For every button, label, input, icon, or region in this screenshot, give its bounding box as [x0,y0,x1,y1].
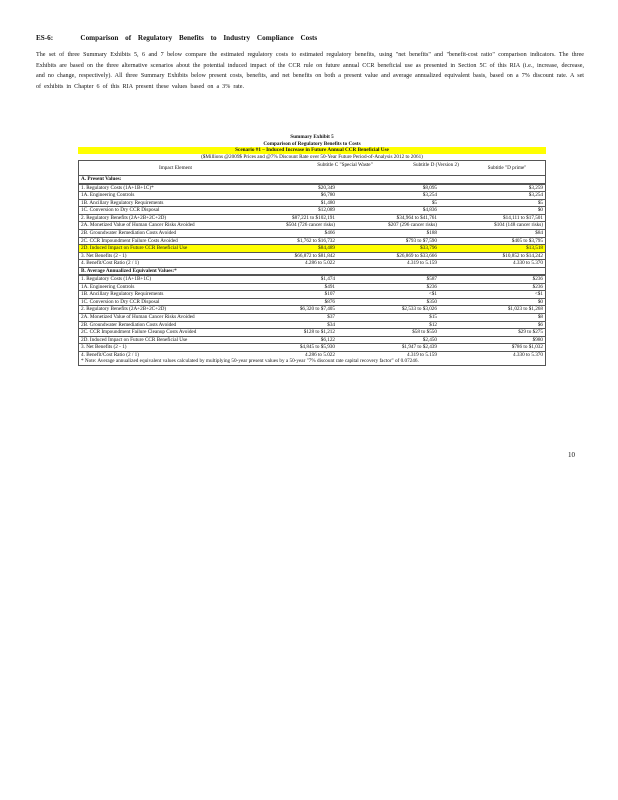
value-subtitle-d-prime: $5 [537,199,543,206]
row-label: 1A. Engineering Controls [81,283,135,290]
table-row [79,229,545,237]
table-row [79,343,545,351]
value-subtitle-c: $34 [327,321,335,328]
value-subtitle-d-prime: $8 [537,314,543,321]
table-row [79,259,545,267]
table-row [79,298,545,306]
table-title: Summary Exhibit 5 [290,134,334,140]
value-subtitle-c: $504 (726 cancer risks) [286,222,335,229]
value-subtitle-c: $6,122 [320,336,335,343]
section-b-header: B. Average Annualized Equivalent Values:* [79,267,545,276]
table-row [79,283,545,291]
table-row [79,321,545,329]
row-label: 2B. Groundwater Remediation Costs Avoided [81,230,177,237]
table-row [79,290,545,298]
value-subtitle-d-prime: $13,518 [526,245,543,252]
value-subtitle-d: $15 [429,314,437,321]
value-subtitle-d: <$1 [428,291,437,298]
table-row [79,244,545,252]
value-subtitle-c: $6,320 to $7,405 [299,306,335,313]
row-label: 2B. Groundwater Remediation Costs Avoided [81,321,177,328]
table-body [78,160,546,366]
row-label: 1. Regulatory Costs (1A+1B+1C)* [81,184,154,191]
value-subtitle-d: 4.319 to 5.159 [407,351,437,358]
row-label: 1C. Conversion to Dry CCR Disposal [81,207,160,214]
value-subtitle-d-prime: 4.330 to 5.370 [513,351,543,358]
value-subtitle-c: 4.286 to 5.022 [305,260,335,267]
row-label: 2A. Monetized Value of Human Cancer Risks Avoided [81,222,195,229]
row-label: 1. Regulatory Costs (1A+1B+1C) [81,276,152,283]
summary-exhibit-table [78,134,546,366]
units-caption: ($Millions @2009$ Prices and @7% Discount Rate over 50-Year Future Period-of-Analysis 2012 to 2061) [201,153,423,160]
column-header-row [79,160,545,176]
value-subtitle-d: $2,533 to $3,026 [401,306,437,313]
table-subtitle: Comparison of Regulatory Benefits to Costs [263,140,361,147]
value-subtitle-d-prime: $0 [537,298,543,305]
value-subtitle-c: $466 [324,230,335,237]
value-subtitle-d-prime: $1,023 to $1,268 [507,306,543,313]
value-subtitle-c: $491 [324,283,335,290]
value-subtitle-c: $6,780 [320,192,335,199]
value-subtitle-d: $58 to $550 [412,329,437,336]
row-label: 1B. Ancillary Regulatory Requirements [81,199,164,206]
value-subtitle-d-prime: $980 [532,336,543,343]
table-row [79,313,545,321]
table-row [79,275,545,283]
table-row [79,305,545,313]
value-subtitle-d: $793 to $7,590 [405,237,437,244]
value-subtitle-d: $188 [426,230,437,237]
value-subtitle-c: $876 [324,298,335,305]
page-number: 10 [568,451,575,459]
value-subtitle-d: $26,869 to $33,666 [396,252,437,259]
value-subtitle-c: $107 [324,291,335,298]
section-label: ES-6: [36,34,54,42]
value-subtitle-d: $5 [431,199,437,206]
row-label: 2D. Induced Impact on Future CCR Beneficial Use [81,245,188,252]
value-subtitle-c: $37 [327,314,335,321]
value-subtitle-c: $12,089 [318,207,335,214]
value-subtitle-c: $66,872 to $81,842 [294,252,335,259]
table-row [79,328,545,336]
value-subtitle-c: $84,489 [318,245,335,252]
row-label: 3. Net Benefits (2 - 1) [81,344,127,351]
value-subtitle-d: $207 (296 cancer risks) [388,222,437,229]
value-subtitle-d-prime: $84 [535,230,543,237]
table-row [79,336,545,344]
annualized-value-rows [79,275,545,358]
row-label: 2. Regulatory Benefits (2A+2B+2C+2D) [81,306,167,313]
value-subtitle-d: $350 [426,298,437,305]
value-subtitle-c: $87,221 to $102,191 [292,214,335,221]
value-subtitle-c: $128 to $1,212 [303,329,335,336]
intro-paragraph: The set of three Summary Exhibits 5, 6 and 7 below compare the estimated regulatory costs to estimated regulatory benefits, using "net benefits" and "benefit-cost ratio" comparison indicators. The three Exhibits are based on the three alternative scenarios about the potential induced impact of the CCR rule on future annual CCR beneficial use as presented in Section 5C of this RIA (i.e., increase, decrease, and no change, respectively). All three Summary Exhibits below present costs, benefits, and net benefits on both a present value and average annualized equivalent basis, based on a 7% discount rate. A set of exhibits in Chapter 6 of this RIA present these values based on a 3% rate. [36,52,584,90]
value-subtitle-d: $8,095 [422,184,437,191]
row-label: 4. Benefit/Cost Ratio (2 / 1) [81,260,139,267]
table-row [79,184,545,192]
col-header-subtitle-d: Subtitle D (Version 2) [413,162,459,169]
row-label: 3. Net Benefits (2 - 1) [81,252,127,259]
value-subtitle-d-prime: $236 [532,283,543,290]
section-title: Comparison of Regulatory Benefits to Industry Compliance Costs [80,34,318,42]
row-label: 1B. Ancillary Regulatory Requirements [81,291,164,298]
row-label: 2. Regulatory Benefits (2A+2B+2C+2D) [81,214,167,221]
row-label: 1C. Conversion to Dry CCR Disposal [81,298,160,305]
value-subtitle-d-prime: $0 [537,207,543,214]
col-header-impact: Impact Element [159,165,192,172]
value-subtitle-d: 4.319 to 5.159 [407,260,437,267]
value-subtitle-c: 4.286 to 5.022 [305,351,335,358]
table-row [79,221,545,229]
section-heading [36,34,317,42]
table-row [79,206,545,214]
row-label: 2C. CCR Impoundment Failure Cleanup Costs Avoided [81,329,197,336]
value-subtitle-d-prime: $236 [532,276,543,283]
table-row [79,214,545,222]
col-header-subtitle-d-prime: Subtitle "D prime" [487,165,527,172]
value-subtitle-d: $1,947 to $2,439 [401,344,437,351]
value-subtitle-c: $20,349 [318,184,335,191]
table-row [79,351,545,359]
value-subtitle-d-prime: $104 (148 cancer risks) [494,222,543,229]
value-subtitle-d: $3,254 [422,192,437,199]
value-subtitle-d-prime: $14,111 to $17,501 [503,214,543,221]
value-subtitle-d: $236 [426,283,437,290]
row-label: 4. Benefit/Cost Ratio (2 / 1) [81,351,139,358]
value-subtitle-d-prime: $10,852 to $14,242 [502,252,543,259]
row-label: 1A. Engineering Controls [81,192,135,199]
present-value-rows [79,184,545,267]
table-footnote: * Note: Average annualized equivalent values calculated by multiplying 50-year present values by a 50-year "7% discount rate capital recovery factor" of 0.07246. [81,358,419,365]
value-subtitle-d-prime: $29 to $275 [518,329,543,336]
col-header-subtitle-c: Subtitle C "Special Waste" [317,162,373,169]
table-row [79,191,545,199]
table-row [79,237,545,245]
value-subtitle-d-prime: $786 to $1,032 [511,344,543,351]
table-row [79,252,545,260]
value-subtitle-d-prime: $405 to $3,795 [511,237,543,244]
value-subtitle-d: $12 [429,321,437,328]
value-subtitle-d-prime: $3,259 [528,184,543,191]
section-a-header: A. Present Values: [79,176,545,184]
value-subtitle-c: $4,845 to $5,930 [299,344,335,351]
scenario-banner: Scenario #1 – Induced Increase in Future Annual CCR Beneficial Use [78,147,546,154]
value-subtitle-c: $1,762 to $16,732 [297,237,335,244]
value-subtitle-d: $34,964 to $41,761 [396,214,437,221]
value-subtitle-d-prime: $6 [537,321,543,328]
value-subtitle-d-prime: $3,254 [528,192,543,199]
value-subtitle-c: $1,480 [320,199,335,206]
row-label: 2D. Induced Impact on Future CCR Beneficial Use [81,336,188,343]
value-subtitle-d: $4,836 [422,207,437,214]
row-label: 2C. CCR Impoundment Failure Costs Avoided [81,237,178,244]
value-subtitle-c: $1,474 [320,276,335,283]
value-subtitle-d: $33,796 [420,245,437,252]
value-subtitle-d: $2,450 [422,336,437,343]
value-subtitle-d-prime: <$1 [534,291,543,298]
value-subtitle-d-prime: 4.330 to 5.370 [513,260,543,267]
value-subtitle-d: $587 [426,276,437,283]
row-label: 2A. Monetized Value of Human Cancer Risks Avoided [81,314,195,321]
table-row [79,199,545,207]
